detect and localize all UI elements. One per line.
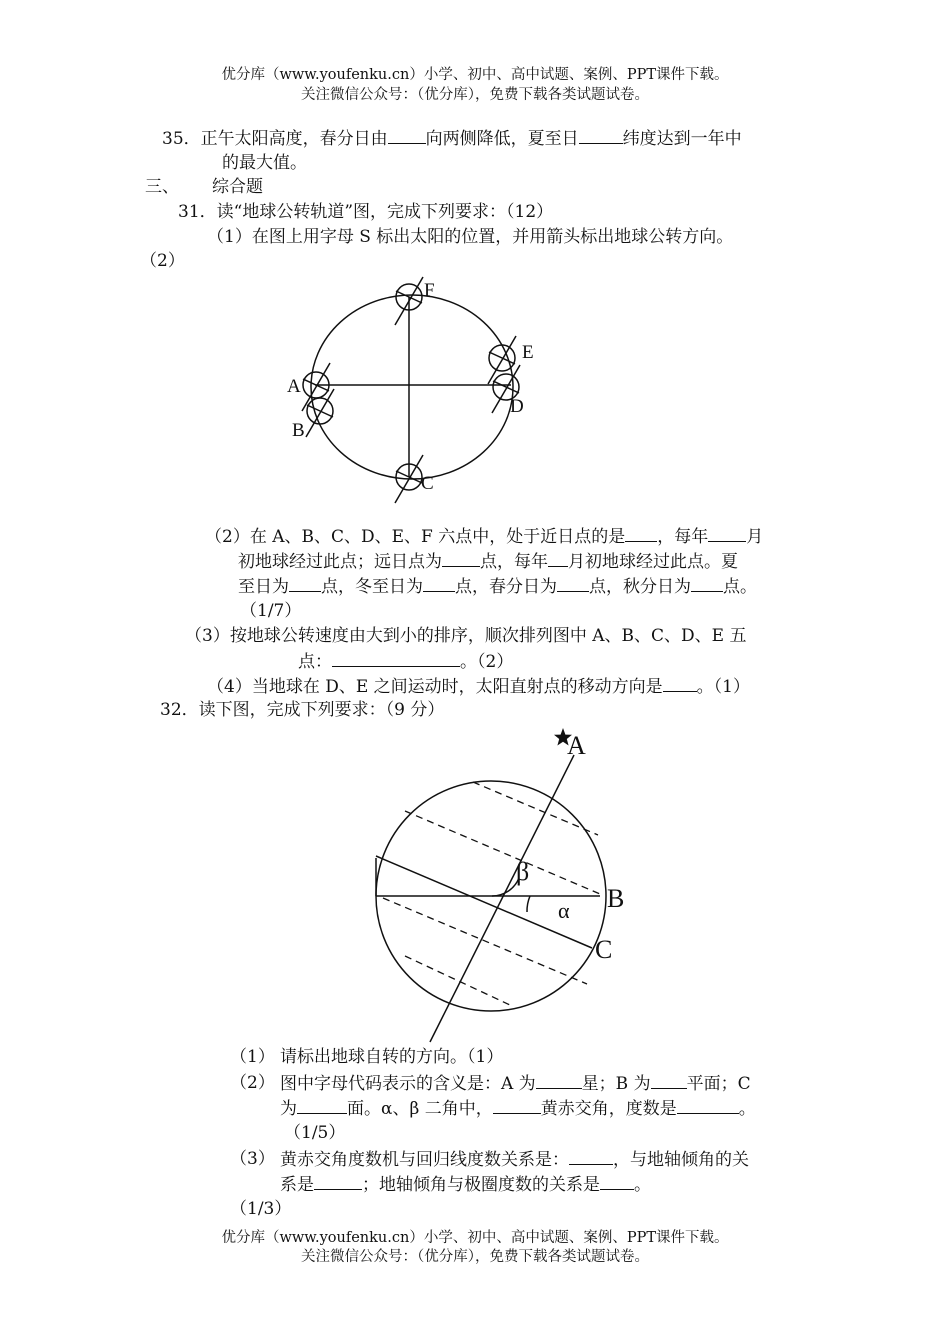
- globe-label-beta: β: [516, 857, 530, 886]
- q31-part1-score: （2）: [140, 251, 185, 271]
- globe-label-A: A: [567, 731, 586, 760]
- q32-part2-line-1: 图中字母代码表示的含义是：A 为 星；B 为 平面；C: [280, 1071, 751, 1096]
- q32-part3-line-1: 黄赤交角度数机与回归线度数关系是： ，与地轴倾角的关: [280, 1147, 749, 1172]
- q32-part2-score: （1/5）: [284, 1123, 346, 1143]
- header-line-2: 关注微信公众号：（优分库），免费下载各类试题试卷。: [301, 87, 649, 103]
- q35-blank-1: [388, 126, 426, 144]
- q32-part1-text: 请标出地球自转的方向。（1）: [280, 1047, 504, 1067]
- q35-line-1: [162, 126, 742, 151]
- q31-part3-line-2: 点： 。（2）: [298, 649, 513, 674]
- q32-title: 32．读下图，完成下列要求：（9 分）: [160, 700, 445, 720]
- orbit-label-D: D: [510, 396, 524, 417]
- q31-part2-line-3: 至日为 点，冬至日为 点，春分日为 点，秋分日为 点。: [238, 574, 757, 599]
- q32-blank-obliquity-degree: [677, 1096, 739, 1114]
- q31-blank-perihelion-month: [708, 524, 746, 542]
- q32-blank-polar-relation: [600, 1172, 634, 1190]
- q31-part2-line-2: 初地球经过此点；远日点为 点，每年 月初地球经过此点。夏: [238, 549, 738, 574]
- globe-label-B: B: [607, 884, 625, 913]
- q31-blank-perihelion: [625, 524, 657, 542]
- orbit-diagram: [270, 270, 540, 515]
- alpha-arc: [527, 896, 530, 912]
- header-line-1: 优分库（www.youfenku.cn）小学、初中、高中试题、案例、PPT课件下载。: [221, 67, 729, 83]
- globe-label-alpha: α: [558, 898, 570, 923]
- beta-arc: [492, 878, 519, 896]
- q31-title: 31．读“地球公转轨道”图，完成下列要求：（12）: [178, 202, 554, 222]
- globe-diagram: [360, 720, 650, 1050]
- q32-blank-A: [536, 1071, 582, 1089]
- orbit-label-F: F: [424, 280, 435, 301]
- q31-part1: （1）在图上用字母 S 标出太阳的位置，并用箭头标出地球公转方向。: [207, 227, 734, 247]
- footer-line-2: 关注微信公众号：（优分库），免费下载各类试题试卷。: [301, 1249, 649, 1265]
- q32-part3-score: （1/3）: [230, 1199, 292, 1219]
- globe-label-C: C: [595, 935, 613, 964]
- orbit-label-E: E: [522, 342, 534, 363]
- q31-blank-autumn-equinox: [691, 574, 723, 592]
- orbit-ellipse: [311, 295, 513, 479]
- q31-blank-aphelion-month: [548, 549, 568, 567]
- tropic-line-lower: [383, 898, 587, 984]
- q32-part1-number: （1）: [230, 1047, 275, 1067]
- q32-blank-tropic-relation: [569, 1147, 613, 1165]
- q31-part2-line-1: （2）在 A、B、C、D、E、F 六点中，处于近日点的是 ，每年 月: [205, 524, 763, 549]
- footer-line-1: 优分库（www.youfenku.cn）小学、初中、高中试题、案例、PPT课件下载。: [221, 1230, 729, 1246]
- q31-part2-score: （1/7）: [240, 601, 302, 621]
- q35-blank-2: [579, 126, 623, 144]
- section-number: 三、: [145, 177, 179, 197]
- polar-line-lower: [405, 956, 510, 1005]
- q31-part3-line-1: （3）按地球公转速度由大到小的排序，顺次排列图中 A、B、C、D、E 五: [185, 626, 747, 646]
- q31-part4: （4）当地球在 D、E 之间运动时，太阳直射点的移动方向是 。（1）: [207, 674, 750, 699]
- q32-blank-B: [651, 1071, 687, 1089]
- q32-blank-axis-tilt-relation: [314, 1172, 362, 1190]
- q32-part2-number: （2）: [230, 1073, 275, 1093]
- q31-blank-speed-order: [332, 649, 460, 667]
- q31-blank-winter-solstice: [423, 574, 455, 592]
- orbit-label-A: A: [287, 376, 301, 397]
- q35-line-2: 的最大值。: [222, 153, 307, 173]
- orbit-label-C: C: [421, 473, 434, 494]
- q31-blank-aphelion: [442, 549, 480, 567]
- q32-part3-number: （3）: [230, 1149, 275, 1169]
- q32-part2-line-2: 为 面。α、β 二角中， 黄赤交角，度数是 。: [280, 1096, 756, 1121]
- q35-text-b: 向两侧降低，夏至日: [425, 129, 579, 149]
- q31-blank-direct-point-direction: [663, 674, 697, 692]
- earth-axis: [430, 755, 574, 1042]
- q35-text-a: 35．正午太阳高度，春分日由: [162, 129, 388, 149]
- q31-blank-spring-equinox: [557, 574, 589, 592]
- section-title: 综合题: [212, 177, 263, 197]
- orbit-label-B: B: [292, 420, 305, 441]
- q32-blank-obliquity-angle: [493, 1096, 541, 1114]
- q32-part3-line-2: 系是 ；地轴倾角与极圈度数的关系是 。: [280, 1172, 651, 1197]
- q35-text-c: 纬度达到一年中: [622, 129, 742, 149]
- q31-blank-summer-solstice: [289, 574, 321, 592]
- q32-blank-C: [297, 1096, 347, 1114]
